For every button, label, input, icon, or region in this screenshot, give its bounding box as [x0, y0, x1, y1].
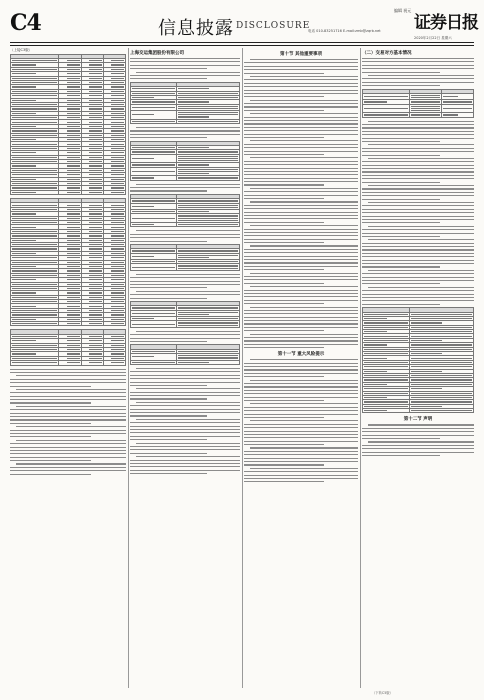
shareholder-table — [362, 307, 474, 413]
masthead-rule — [10, 42, 474, 43]
column-4-heading: （二）交易对方基本情况 — [362, 51, 412, 56]
body-text — [244, 59, 358, 348]
column-2-heading: 上海交运集团股份有限公司 — [130, 51, 184, 56]
page-number: C4 — [10, 10, 41, 36]
column-3-mid-heading: 第十一节 重大风险提示 — [277, 352, 325, 358]
body-text — [362, 424, 474, 456]
counterparty-table — [362, 89, 474, 118]
financial-table-2 — [10, 198, 126, 326]
financial-table-1 — [10, 54, 126, 196]
body-text — [130, 331, 240, 342]
column-2 — [130, 48, 240, 688]
info-table-6 — [130, 344, 240, 365]
body-text — [130, 368, 240, 474]
column-4-bottom-heading: 第十二节 声明 — [403, 417, 433, 423]
financial-table-3 — [10, 329, 126, 365]
column-3 — [244, 48, 358, 688]
body-text — [10, 369, 126, 475]
body-text — [130, 127, 240, 138]
info-table-4 — [130, 244, 240, 271]
column-divider — [360, 48, 361, 688]
contact-line: 电话 010-83251716 E-mail:zmb@zqrb.net — [308, 29, 381, 33]
continued-note: （下转C5版） — [372, 691, 393, 695]
masthead-rule-thin — [10, 45, 474, 46]
column-3-heading: 第十节 其他重要事项 — [279, 52, 323, 57]
info-table-2 — [130, 141, 240, 181]
newspaper-logo: 证券日报 — [414, 13, 478, 33]
section-title-en: DISCLOSURE — [236, 21, 311, 31]
column-1 — [10, 48, 126, 688]
body-text — [362, 58, 474, 86]
masthead — [0, 0, 484, 42]
body-text — [130, 184, 240, 192]
body-text — [244, 359, 358, 482]
body-text — [130, 58, 240, 79]
body-text — [362, 121, 474, 305]
section-title: 信息披露 — [158, 18, 234, 39]
column-divider — [128, 48, 129, 688]
info-table-3 — [130, 194, 240, 228]
column-divider — [242, 48, 243, 688]
column-1-heading: （上接C3版） — [10, 48, 33, 52]
date-line: 2020年2月22日 星期六 — [414, 36, 452, 40]
editor-line: 编辑 祝元 — [394, 8, 412, 13]
info-table-1 — [130, 82, 240, 124]
info-table-5 — [130, 301, 240, 328]
body-text — [130, 274, 240, 299]
column-4 — [362, 48, 474, 688]
body-text — [130, 230, 240, 241]
